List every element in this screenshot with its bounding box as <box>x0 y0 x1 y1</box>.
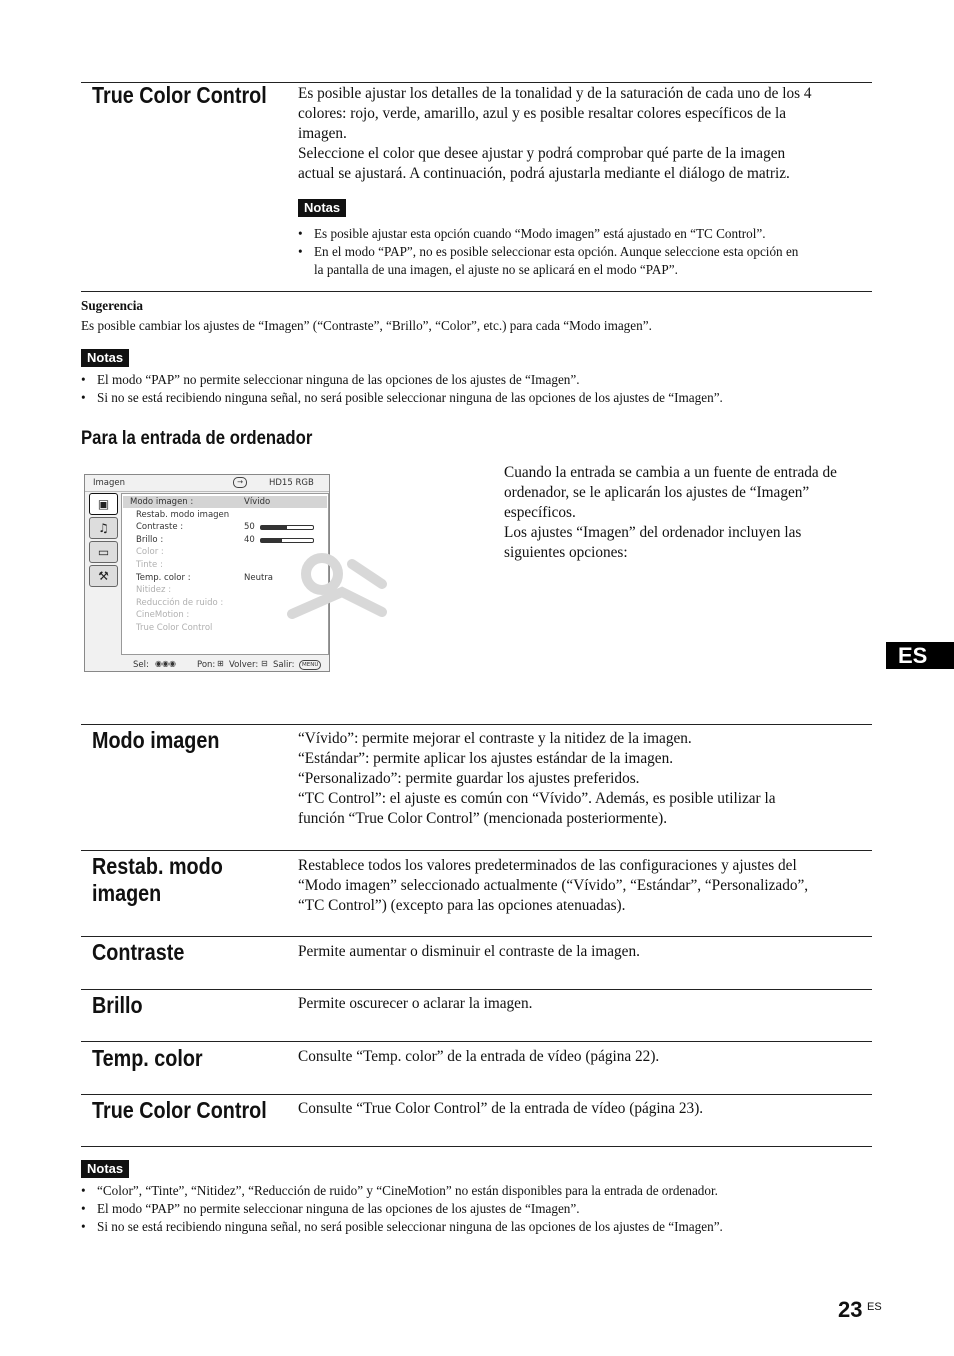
option-title: Restab. modo <box>92 853 223 879</box>
divider <box>81 989 872 990</box>
osd-item-label: Contraste : <box>136 522 184 532</box>
notes-list <box>81 371 723 407</box>
list-item: • El modo “PAP” no permite seleccionar ninguna de las opciones de los ajustes de “Imagen”. <box>81 1201 580 1216</box>
osd-header <box>85 475 329 492</box>
text-line: “Modo imagen” seleccionado actualmente (“Vívido”, “Estándar”, “Personalizado”, <box>298 877 809 894</box>
text-line: Permite oscurecer o aclarar la imagen. <box>298 995 533 1012</box>
osd-sidebar <box>89 493 119 589</box>
option-description <box>298 994 876 1014</box>
screen-icon: ▭ <box>89 541 118 563</box>
option-description <box>298 942 876 962</box>
contrast-slider <box>260 525 314 530</box>
osd-item-label: Temp. color : <box>136 573 191 583</box>
text-line: Restablece todos los valores predeterminados de las configuraciones y ajustes del <box>298 857 797 874</box>
text-line: Los ajustes “Imagen” del ordenador incluyen las <box>504 524 802 541</box>
option-title: Temp. color <box>92 1045 203 1071</box>
page-language: ES <box>867 1301 882 1313</box>
osd-item-label: Brillo : <box>136 535 164 545</box>
tip-title: Sugerencia <box>81 298 144 313</box>
text-line: Es posible ajustar los detalles de la tonalidad y de la saturación de cada uno de los 4 <box>298 85 812 102</box>
text-line: Permite aumentar o disminuir el contraste de la imagen. <box>298 943 640 960</box>
arrows-icon: ◉◉◉ <box>155 659 176 668</box>
text-line: “TC Control”) (excepto para las opciones atenuadas). <box>298 897 626 914</box>
list-item: • Es posible ajustar esta opción cuando “Modo imagen” está ajustado en “TC Control”. <box>298 226 766 241</box>
footer-exit: Salir: <box>273 660 295 670</box>
picture-icon: ▣ <box>89 493 118 515</box>
osd-menu-screenshot <box>84 474 330 672</box>
osd-item-label: Restab. modo imagen <box>136 510 230 520</box>
text-line: Consulte “Temp. color” de la entrada de vídeo (página 22). <box>298 1048 660 1065</box>
page-number: 23 <box>838 1297 863 1322</box>
notes-badge: Notas <box>298 199 346 217</box>
tip-text: Es posible cambiar los ajustes de “Imagen” (“Contraste”, “Brillo”, “Color”, etc.) para cada “Modo imagen”. <box>81 318 652 333</box>
list-item: • En el modo “PAP”, no es posible seleccionar esta opción. Aunque seleccione esta opción en <box>298 244 799 259</box>
notes-badge: Notas <box>81 1160 129 1178</box>
osd-item-value: 40 <box>244 535 255 545</box>
divider <box>81 291 872 292</box>
divider <box>81 850 872 851</box>
option-description <box>298 1099 876 1119</box>
option-title: Brillo <box>92 992 143 1018</box>
enter-icon: ⊞ <box>217 659 224 668</box>
osd-item-label: Nitidez : <box>136 585 172 595</box>
option-title: Modo imagen <box>92 727 220 753</box>
section-title: True Color Control <box>92 82 267 108</box>
osd-title: Imagen <box>93 478 126 488</box>
osd-item-label: Color : <box>136 547 164 557</box>
input-icon: → <box>233 477 247 488</box>
text-line: “TC Control”: el ajuste es común con “Vívido”. Además, es posible utilizar la <box>298 790 776 807</box>
osd-panel <box>121 493 329 655</box>
list-item: • “Color”, “Tinte”, “Nitidez”, “Reducción de ruido” y “CineMotion” no están disponibles para la entrada de ordenador. <box>81 1183 718 1198</box>
list-item: la pantalla de una imagen, el ajuste no se aplicará en el modo “PAP”. <box>314 262 678 277</box>
osd-item-value: Vívido <box>244 497 271 507</box>
brightness-slider <box>260 538 314 543</box>
osd-footer <box>85 659 329 671</box>
text-line: siguientes opciones: <box>504 544 628 561</box>
language-tab: ES <box>886 642 954 669</box>
setup-icon: ⚒ <box>89 565 118 587</box>
subsection-heading: Para la entrada de ordenador <box>81 428 313 449</box>
footer-set: Pon: <box>197 660 216 670</box>
text-line: imagen. <box>298 125 347 142</box>
osd-item-label: True Color Control <box>136 623 213 633</box>
notes-badge: Notas <box>81 349 129 367</box>
option-description <box>298 729 876 829</box>
text-line: función “True Color Control” (mencionada posteriormente). <box>298 810 668 827</box>
sound-icon: ♫ <box>89 517 118 539</box>
option-title: imagen <box>92 880 162 906</box>
option-title: True Color Control <box>92 1097 267 1123</box>
osd-item-value: 50 <box>244 522 255 532</box>
text-line: ordenador, se le aplicarán los ajustes de “Imagen” <box>504 484 810 501</box>
back-icon: ⊟ <box>261 659 268 668</box>
text-line: actual se ajustará. A continuación, podrá ajustarla mediante el diálogo de matriz. <box>298 165 790 182</box>
list-item: • Si no se está recibiendo ninguna señal, no será posible seleccionar ninguna de las opciones de los ajustes de “Imagen”. <box>81 390 723 405</box>
osd-item-label: Modo imagen : <box>130 497 194 507</box>
footer-back: Volver: <box>229 660 259 670</box>
osd-item-label: Reducción de ruido : <box>136 598 224 608</box>
list-item: • El modo “PAP” no permite seleccionar ninguna de las opciones de los ajustes de “Imagen”. <box>81 372 580 387</box>
divider <box>81 724 872 725</box>
menu-key: MENU <box>299 660 321 670</box>
pc-intro <box>504 463 874 563</box>
text-line: colores: rojo, verde, amarillo, azul y es posible resaltar colores específicos de la <box>298 105 787 122</box>
option-title: Contraste <box>92 939 185 965</box>
divider <box>81 936 872 937</box>
divider <box>81 1094 872 1095</box>
watermark-graphic <box>282 544 392 624</box>
option-description <box>298 856 876 916</box>
osd-source: HD15 RGB <box>269 478 314 488</box>
text-line: Consulte “True Color Control” de la entrada de vídeo (página 23). <box>298 1100 704 1117</box>
text-line: específicos. <box>504 504 576 521</box>
text-line: “Estándar”: permite aplicar los ajustes estándar de la imagen. <box>298 750 674 767</box>
text-line: Seleccione el color que desee ajustar y podrá comprobar qué parte de la imagen <box>298 145 786 162</box>
section-description <box>298 84 876 184</box>
osd-item-label: CineMotion : <box>136 610 190 620</box>
footer-select: Sel: <box>133 660 149 670</box>
osd-item-label: Tinte : <box>136 560 163 570</box>
option-description <box>298 1047 876 1067</box>
text-line: Cuando la entrada se cambia a un fuente de entrada de <box>504 464 837 481</box>
divider <box>81 1146 872 1147</box>
text-line: “Vívido”: permite mejorar el contraste y la nitidez de la imagen. <box>298 730 692 747</box>
divider <box>81 1041 872 1042</box>
osd-item-value: Neutra <box>244 573 274 583</box>
notes-list <box>81 1182 723 1236</box>
text-line: “Personalizado”: permite guardar los ajustes preferidos. <box>298 770 640 787</box>
list-item: • Si no se está recibiendo ninguna señal, no será posible seleccionar ninguna de las opciones de los ajustes de “Imagen”. <box>81 1219 723 1234</box>
notes-list <box>298 225 798 279</box>
